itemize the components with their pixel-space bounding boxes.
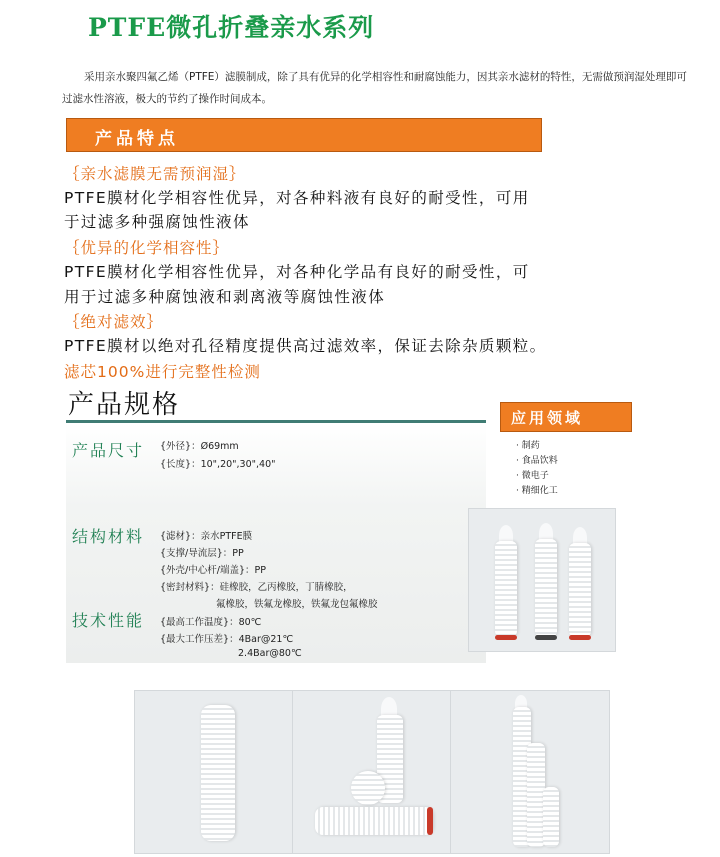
spec-size-line: {外径}：Ø69mm [160,441,239,452]
feature-2-body-line2: 用于过滤多种腐蚀液和剥离液等腐蚀性液体 [64,288,386,306]
feature-3-title: ｛绝对滤效｝ [64,313,164,331]
feature-1-body-line2: 于过滤多种强腐蚀性液体 [64,213,250,231]
spec-tech-label: 技术性能 [72,611,145,630]
spec-material-line: {密封材料}：硅橡胶，乙丙橡胶，丁腈橡胶， [160,582,353,593]
spec-title: 产品规格 [68,390,181,420]
product-photo-three-cartridges [468,508,616,652]
product-photo-cartridge-sizes [450,690,610,854]
feature-1-title: ｛亲水滤膜无需预润湿｝ [64,165,246,183]
intro-paragraph: 采用亲水聚四氟乙烯（PTFE）滤膜制成，除了具有优异的化学相容性和耐腐蚀能力，因其亲水滤材的特性，无需做预润湿处理即可过滤水性溶液，极大的节约了操作时间成本。 [62,71,687,105]
product-photo-single-cartridge [134,690,294,854]
application-item: · 食品饮料 [516,456,558,466]
spec-material-line: {滤材}：亲水PTFE膜 [160,531,253,542]
feature-2-title: ｛优异的化学相容性｝ [64,239,230,257]
application-item: · 精细化工 [516,486,558,496]
features-header-bar [66,118,542,152]
spec-divider [66,420,486,423]
spec-material-label: 结构材料 [72,527,145,546]
product-photo-cartridge-group [292,690,452,854]
features-header: 产品特点 [95,129,179,149]
spec-size-line: {长度}：10",20",30",40" [160,459,276,470]
feature-3-body-line1: PTFE膜材以绝对孔径精度提供高过滤效率，保证去除杂质颗粒。 [64,337,547,355]
feature-1-body-line1: PTFE膜材化学相容性优异，对各种料液有良好的耐受性，可用 [64,189,530,207]
spec-tech-line: {最大工作压差}：4Bar@21℃ [160,634,294,645]
spec-tech-line: {最高工作温度}：80℃ [160,617,262,628]
feature-2-body-line1: PTFE膜材化学相容性优异，对各种化学品有良好的耐受性，可 [64,263,530,281]
spec-size-label: 产品尺寸 [72,441,145,460]
page-title: PTFE微孔折叠亲水系列 [88,13,375,42]
application-header: 应用领域 [511,409,584,427]
spec-material-line: 氟橡胶，铁氟龙橡胶，铁氟龙包氟橡胶 [216,599,378,610]
application-item: · 微电子 [516,471,549,481]
feature-note: 滤芯100%进行完整性检测 [64,363,261,381]
spec-material-line: {支撑/导流层}：PP [160,548,244,559]
spec-tech-line: 2.4Bar@80℃ [238,648,302,659]
application-header-bar [500,402,632,432]
application-item: · 制药 [516,441,540,451]
spec-material-line: {外壳/中心杆/端盖}：PP [160,565,266,576]
